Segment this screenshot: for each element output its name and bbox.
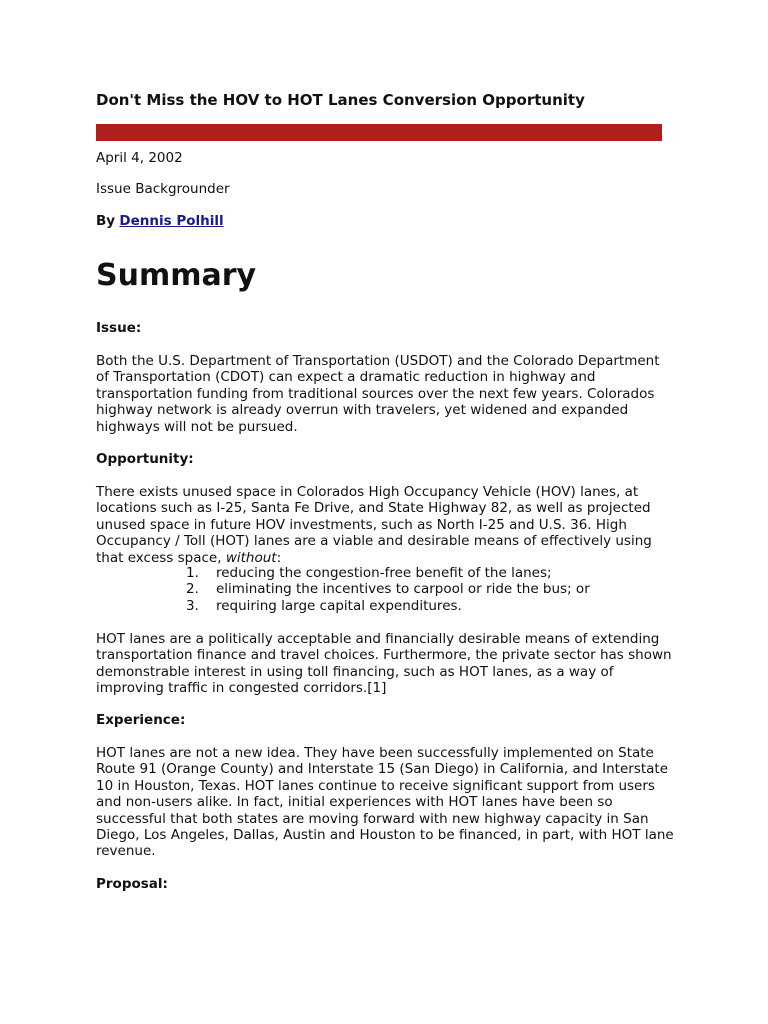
title-divider-bar <box>96 124 662 141</box>
list-item <box>186 581 590 597</box>
opportunity-conditions-list <box>186 565 590 614</box>
opportunity-emphasis: without <box>225 549 277 566</box>
section-title-summary: Summary <box>96 258 257 293</box>
proposal-heading: Proposal: <box>96 876 168 892</box>
issue-paragraph: Both the U.S. Department of Transportation (USDOT) and the Colorado Department of Transportation (CDOT) can expect a dramatic reduction in highway and transportation funding from traditional sources over the next few years. Colorados highway network is already overrun with travelers, yet widened and expanded highways will not be pursued. <box>96 353 660 435</box>
list-item <box>186 598 590 614</box>
experience-paragraph: HOT lanes are not a new idea. They have been successfully implemented on State Route 91 (Orange County) and Interstate 15 (San Diego) in California, and Interstate 10 in Houston, Texas. HOT lanes continue to receive significant support from users and non-users alike. In fact, initial experiences with HOT lanes have been so successful that both states are moving forward with new highway capacity in San Diego, Los Angeles, Dallas, Austin and Houston to be financed, in part, with HOT lane revenue. <box>96 745 674 860</box>
list-item-text: eliminating the incentives to carpool or ride the bus; or <box>216 581 590 598</box>
list-item-text: requiring large capital expenditures. <box>216 597 462 614</box>
list-item <box>186 565 590 581</box>
experience-heading: Experience: <box>96 712 186 728</box>
list-item-number: 2. <box>186 581 199 598</box>
document-type: Issue Backgrounder <box>96 181 230 197</box>
byline <box>96 213 224 230</box>
author-link[interactable]: Dennis Polhill <box>119 213 224 229</box>
issue-heading: Issue: <box>96 320 142 336</box>
publication-date: April 4, 2002 <box>96 150 183 166</box>
hot-lanes-paragraph: HOT lanes are a politically acceptable and financially desirable means of extending transportation finance and travel choices. Furthermore, the private sector has shown demonstrable interest in using toll financing, such as HOT lanes, as a way of improving traffic in congested corridors.[1] <box>96 631 672 697</box>
document-title: Don't Miss the HOV to HOT Lanes Conversion Opportunity <box>96 91 585 109</box>
opportunity-colon: : <box>276 549 282 566</box>
list-item-number: 1. <box>186 565 199 581</box>
opportunity-text: There exists unused space in Colorados High Occupancy Vehicle (HOV) lanes, at locations such as I-25, Santa Fe Drive, and State Highway 82, as well as projected unused space in future HOV investments, such as North I-25 and U.S. 36. High Occupancy / Toll (HOT) lanes are a viable and desirable means of effectively using that excess space, <box>96 484 652 566</box>
list-item-text: reducing the congestion-free benefit of the lanes; <box>216 565 552 581</box>
opportunity-paragraph <box>96 484 676 566</box>
list-item-number: 3. <box>186 597 199 614</box>
opportunity-heading: Opportunity: <box>96 451 194 467</box>
byline-prefix: By <box>96 213 116 229</box>
